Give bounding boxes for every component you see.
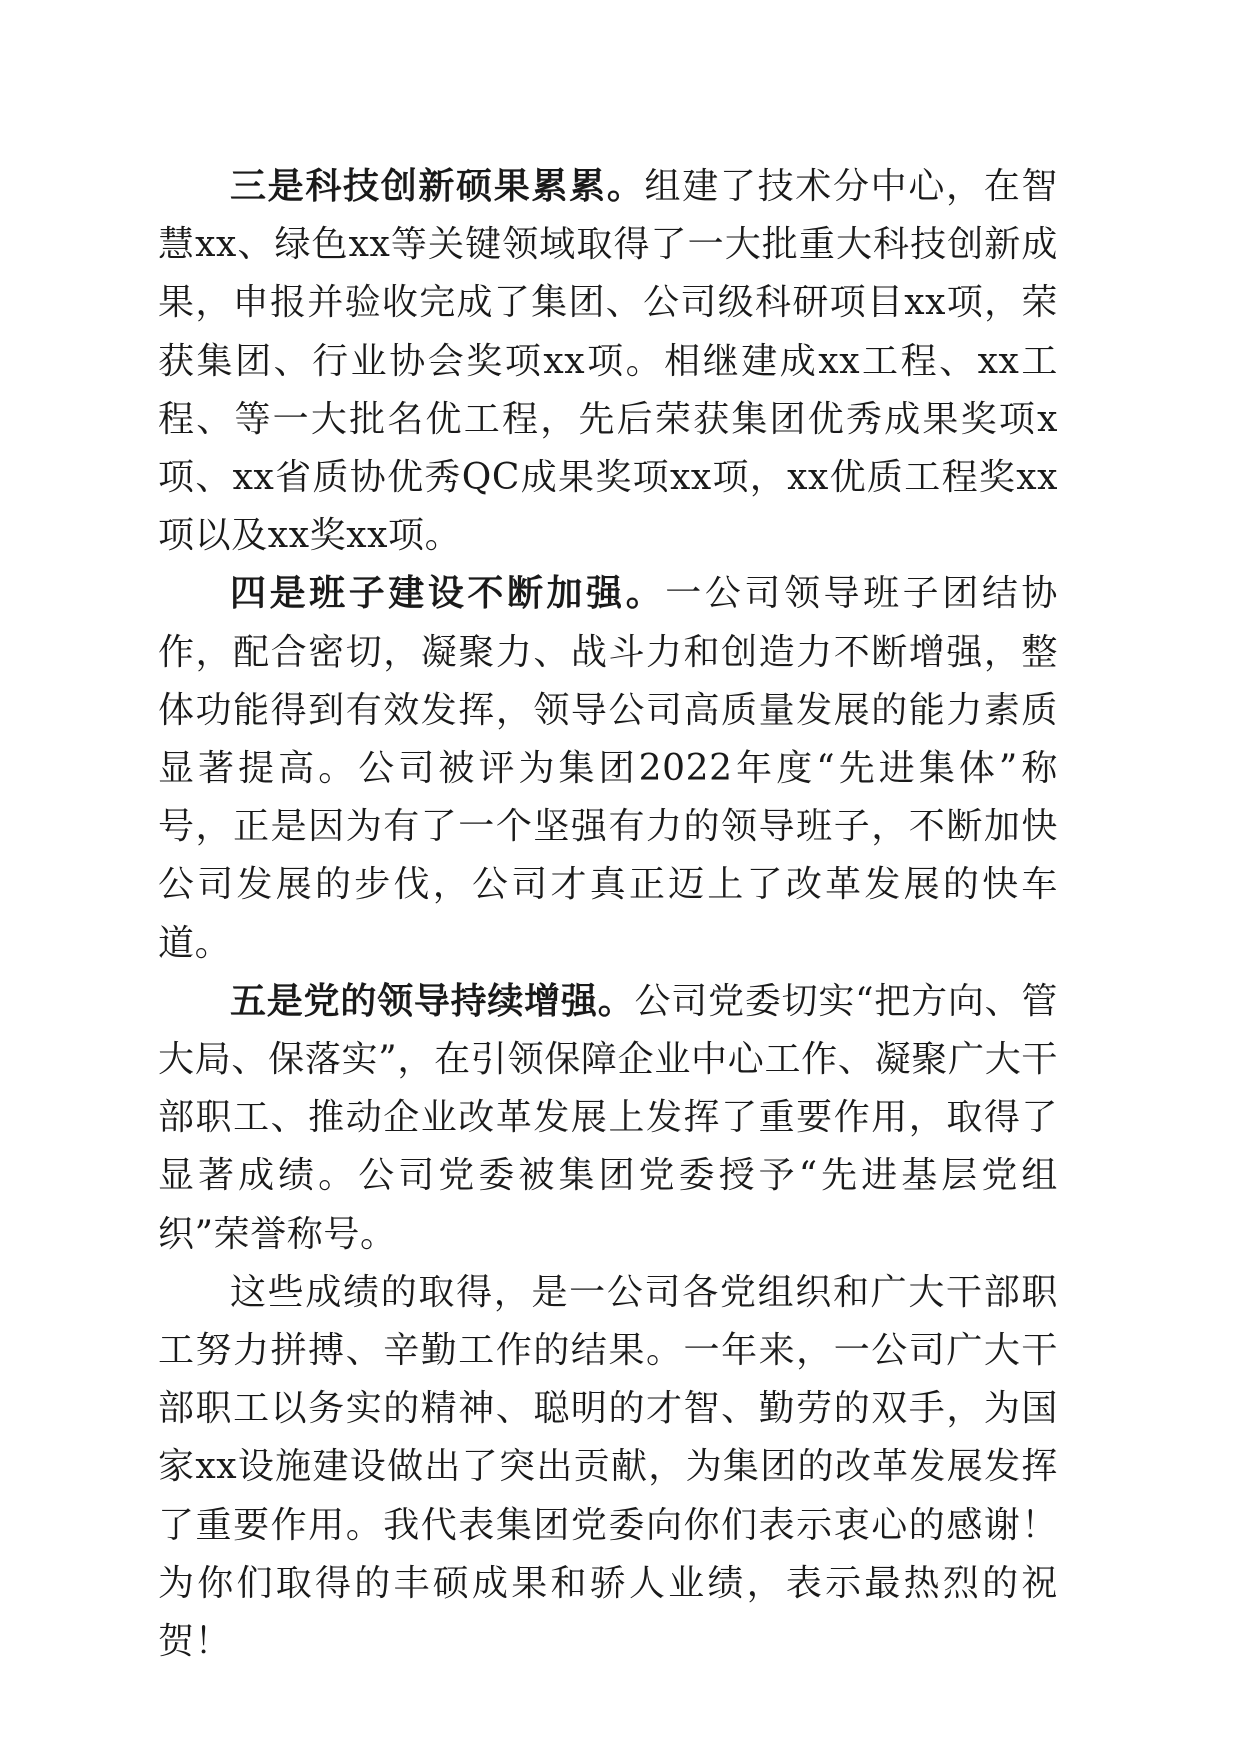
paragraph-text: 一公司领导班子团结协作，配合密切，凝聚力、战斗力和创造力不断增强，整体功能得到有效发挥，领导公司高质量发展的能力素质显著提高。公司被评为集团2022年度“先进集体”称号，正是因为有了一个坚强有力的领导班子，不断加快公司发展的步伐，公司才真正迈上了改革发展的快车道。 (158, 573, 1058, 964)
paragraph-text: 组建了技术分中心，在智慧xx、绿色xx等关键领域取得了一大批重大科技创新成果，申报并验收完成了集团、公司级科研项目xx项，荣获集团、行业协会奖项xx项。相继建成xx工程、xx工程、等一大批名优工程，先后荣获集团优秀成果奖项x项、xx省质协优秀QC成果奖项xx项，xx优质工程奖xx项以及xx奖xx项。 (158, 166, 1058, 557)
paragraph-text: 这些成绩的取得，是一公司各党组织和广大干部职工努力拼搏、辛勤工作的结果。一年来，一公司广大干部职工以务实的精神、聪明的才智、勤劳的双手，为国家xx设施建设做出了突出贡献，为集团的改革发展发挥了重要作用。我代表集团党委向你们表示衷心的感谢！为你们取得的丰硕成果和骄人业绩，表示最热烈的祝贺！ (158, 1271, 1058, 1663)
paragraph-lead-heading: 三是科技创新硕果累累。 (230, 166, 645, 207)
paragraph-text: 公司党委切实“把方向、管大局、保落实”，在引领保障企业中心工作、凝聚广大干部职工、推动企业改革发展上发挥了重要作用，取得了显著成绩。公司党委被集团党委授予“先进基层党组织”荣誉称号。 (158, 980, 1058, 1255)
paragraph-closing-thanks (158, 1264, 1058, 1671)
paragraph-lead-heading: 五是党的领导持续增强。 (230, 980, 635, 1022)
document-body (158, 158, 1058, 1671)
paragraph-party-leadership (158, 973, 1058, 1264)
paragraph-tech-innovation (158, 158, 1058, 565)
paragraph-lead-heading: 四是班子建设不断加强。 (230, 573, 666, 615)
paragraph-leadership-team (158, 565, 1058, 972)
